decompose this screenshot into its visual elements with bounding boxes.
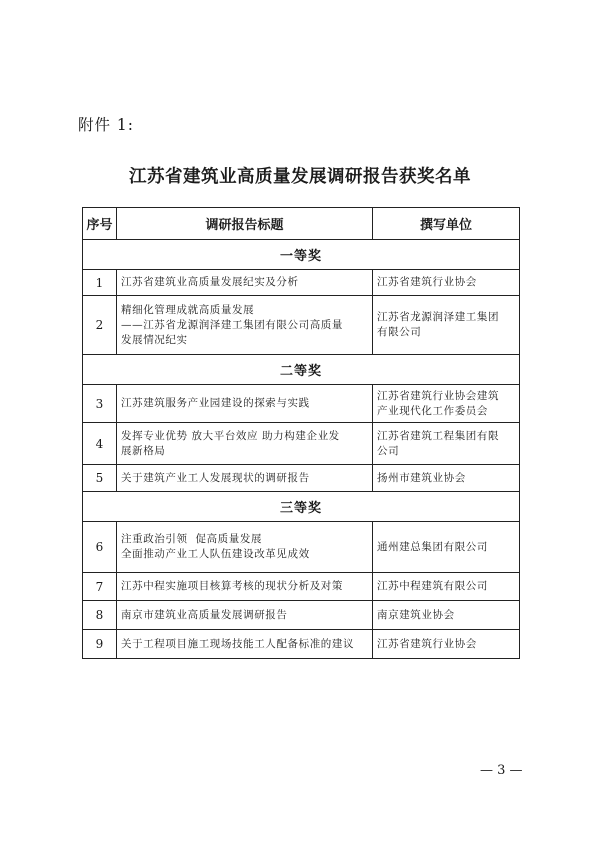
- table-row: [83, 270, 520, 296]
- table-row: [83, 573, 520, 601]
- author-unit: [373, 385, 520, 423]
- author-unit: [373, 601, 520, 630]
- header-report-title: 调研报告标题: [117, 208, 373, 240]
- report-title-line: 精细化管理成就高质量发展: [121, 303, 255, 316]
- report-title: [117, 522, 373, 573]
- row-number: 8: [83, 601, 117, 630]
- row-number: 7: [83, 573, 117, 601]
- row-number: 4: [83, 423, 117, 465]
- row-number: 6: [83, 522, 117, 573]
- report-title: [117, 601, 373, 630]
- author-unit-line: 有限公司: [377, 326, 422, 338]
- header-number: 序号: [83, 208, 117, 240]
- author-unit-line: 江苏省龙源润泽建工集团: [377, 311, 500, 323]
- author-unit-line: 扬州市建筑业协会: [377, 471, 466, 484]
- author-unit: [373, 522, 520, 573]
- author-unit: [373, 423, 520, 465]
- awards-table: [82, 207, 520, 659]
- report-title-line: 注重政治引领 促高质量发展: [121, 533, 263, 545]
- row-number: 5: [83, 465, 117, 492]
- report-title: [117, 630, 373, 659]
- table-row: [83, 522, 520, 573]
- section-second-prize: 二等奖: [83, 355, 520, 385]
- author-unit-line: 公司: [377, 444, 400, 457]
- report-title-line: 江苏建筑服务产业园建设的探索与实践: [121, 397, 310, 409]
- author-unit: [373, 573, 520, 601]
- section-row-second-prize: [83, 355, 520, 385]
- table-row: [83, 630, 520, 659]
- table-row: [83, 601, 520, 630]
- author-unit-line: 江苏省建筑工程集团有限: [377, 429, 500, 442]
- report-title: [117, 296, 373, 355]
- author-unit: [373, 270, 520, 296]
- author-unit-line: 产业现代化工作委员会: [377, 404, 488, 417]
- table-row: [83, 385, 520, 423]
- table-header-row: [83, 208, 520, 240]
- report-title-line: 南京市建筑业高质量发展调研报告: [121, 608, 288, 621]
- attachment-label: 附件 1:: [78, 116, 135, 134]
- table-row: [83, 465, 520, 492]
- author-unit-line: 通州建总集团有限公司: [377, 540, 488, 553]
- report-title-line: ——江苏省龙源润泽建工集团有限公司高质量: [121, 318, 343, 331]
- author-unit-line: 江苏中程建筑有限公司: [377, 580, 488, 592]
- page-number: — 3 —: [480, 763, 523, 778]
- report-title: [117, 423, 373, 465]
- report-title-line: 发挥专业优势 放大平台效应 助力构建企业发: [121, 429, 340, 442]
- report-title-line: 关于建筑产业工人发展现状的调研报告: [121, 471, 310, 484]
- author-unit: [373, 465, 520, 492]
- row-number: 2: [83, 296, 117, 355]
- section-row-first-prize: [83, 240, 520, 270]
- table-row: [83, 296, 520, 355]
- author-unit-line: 江苏省建筑行业协会: [377, 276, 477, 288]
- row-number: 9: [83, 630, 117, 659]
- document-title: 江苏省建筑业高质量发展调研报告获奖名单: [129, 167, 471, 187]
- report-title-line: 关于工程项目施工现场技能工人配备标准的建议: [121, 637, 355, 650]
- section-third-prize: 三等奖: [83, 492, 520, 522]
- table-row: [83, 423, 520, 465]
- report-title: [117, 385, 373, 423]
- report-title-line: 江苏省建筑业高质量发展纪实及分析: [121, 276, 299, 288]
- row-number: 3: [83, 385, 117, 423]
- report-title-line: 发展情况纪实: [121, 333, 188, 346]
- author-unit-line: 江苏省建筑行业协会建筑: [377, 389, 500, 402]
- report-title: [117, 465, 373, 492]
- report-title-line: 江苏中程实施项目核算考核的现状分析及对策: [121, 580, 343, 592]
- author-unit: [373, 296, 520, 355]
- author-unit: [373, 630, 520, 659]
- report-title: [117, 270, 373, 296]
- section-first-prize: 一等奖: [83, 240, 520, 270]
- report-title-line: 展新格局: [121, 444, 166, 457]
- report-title-line: 全面推动产业工人队伍建设改革见成效: [121, 548, 310, 560]
- author-unit-line: 南京建筑业协会: [377, 608, 455, 621]
- author-unit-line: 江苏省建筑行业协会: [377, 637, 477, 650]
- row-number: 1: [83, 270, 117, 296]
- section-row-third-prize: [83, 492, 520, 522]
- report-title: [117, 573, 373, 601]
- header-author-unit: 撰写单位: [373, 208, 520, 240]
